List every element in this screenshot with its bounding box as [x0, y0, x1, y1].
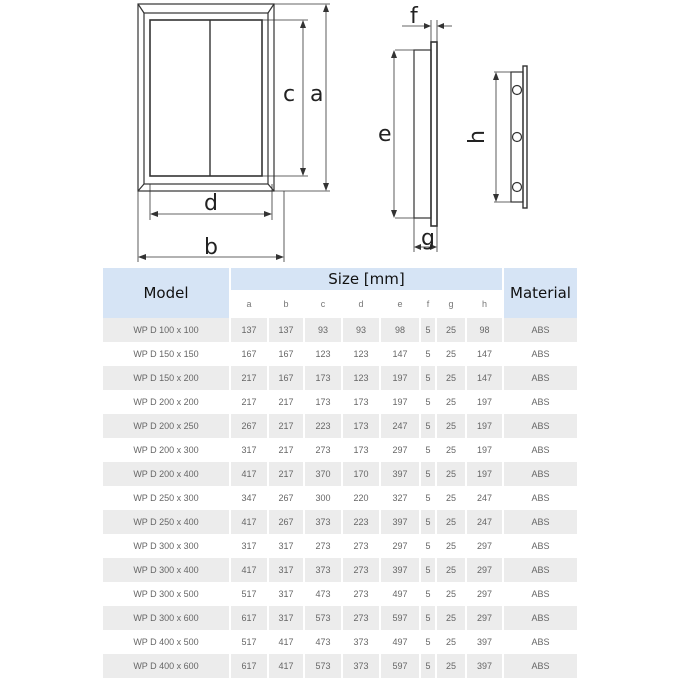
cell-b: 317 — [269, 582, 303, 606]
cell-g: 25 — [437, 606, 465, 630]
cell-material: ABS — [504, 414, 577, 438]
cell-a: 617 — [231, 654, 267, 678]
cell-f: 5 — [421, 462, 435, 486]
cell-g: 25 — [437, 414, 465, 438]
cell-g: 25 — [437, 510, 465, 534]
dim-label-h: h — [464, 130, 490, 144]
cell-c: 173 — [305, 366, 341, 390]
col-header-a: a — [231, 290, 267, 318]
cell-f: 5 — [421, 606, 435, 630]
cell-g: 25 — [437, 318, 465, 342]
cell-a: 137 — [231, 318, 267, 342]
cell-e: 197 — [381, 390, 419, 414]
table-row — [103, 654, 577, 678]
door-outer-frame — [138, 4, 274, 191]
cell-e: 597 — [381, 654, 419, 678]
cell-d: 220 — [343, 486, 379, 510]
table-row — [103, 582, 577, 606]
cell-b: 167 — [269, 366, 303, 390]
cell-e: 147 — [381, 342, 419, 366]
cell-f: 5 — [421, 510, 435, 534]
cell-model: WP D 300 x 400 — [103, 558, 229, 582]
cell-material: ABS — [504, 318, 577, 342]
cell-h: 197 — [467, 390, 502, 414]
side-view-flange — [431, 42, 437, 226]
dim-label-g: g — [421, 226, 435, 251]
cell-b: 137 — [269, 318, 303, 342]
cell-h: 247 — [467, 510, 502, 534]
cell-c: 370 — [305, 462, 341, 486]
cell-d: 273 — [343, 558, 379, 582]
cell-d: 173 — [343, 390, 379, 414]
cell-material: ABS — [504, 486, 577, 510]
cell-f: 5 — [421, 318, 435, 342]
cell-h: 197 — [467, 438, 502, 462]
cell-g: 25 — [437, 654, 465, 678]
cell-g: 25 — [437, 342, 465, 366]
cell-f: 5 — [421, 390, 435, 414]
cell-g: 25 — [437, 582, 465, 606]
cell-f: 5 — [421, 534, 435, 558]
cell-model: WP D 300 x 600 — [103, 606, 229, 630]
col-header-f: f — [421, 290, 435, 318]
cell-f: 5 — [421, 414, 435, 438]
hinge-hole — [513, 133, 522, 142]
table-row — [103, 558, 577, 582]
cell-c: 473 — [305, 630, 341, 654]
cell-material: ABS — [504, 654, 577, 678]
dim-label-c: c — [283, 82, 296, 107]
cell-g: 25 — [437, 486, 465, 510]
cell-h: 147 — [467, 342, 502, 366]
cell-c: 573 — [305, 654, 341, 678]
cell-g: 25 — [437, 558, 465, 582]
cell-material: ABS — [504, 462, 577, 486]
cell-e: 247 — [381, 414, 419, 438]
cell-d: 223 — [343, 510, 379, 534]
cell-model: WP D 150 x 200 — [103, 366, 229, 390]
cell-g: 25 — [437, 366, 465, 390]
dim-label-d: d — [204, 191, 218, 216]
cell-c: 473 — [305, 582, 341, 606]
cell-a: 347 — [231, 486, 267, 510]
cell-g: 25 — [437, 462, 465, 486]
cell-e: 397 — [381, 558, 419, 582]
cell-c: 300 — [305, 486, 341, 510]
cell-g: 25 — [437, 438, 465, 462]
cell-e: 597 — [381, 606, 419, 630]
cell-a: 517 — [231, 630, 267, 654]
cell-b: 267 — [269, 486, 303, 510]
cell-b: 217 — [269, 390, 303, 414]
cell-h: 297 — [467, 558, 502, 582]
cell-h: 397 — [467, 654, 502, 678]
cell-model: WP D 100 x 100 — [103, 318, 229, 342]
cell-d: 123 — [343, 366, 379, 390]
col-header-e: e — [381, 290, 419, 318]
cell-material: ABS — [504, 630, 577, 654]
table-row — [103, 342, 577, 366]
cell-model: WP D 200 x 300 — [103, 438, 229, 462]
cell-e: 397 — [381, 510, 419, 534]
cell-b: 317 — [269, 606, 303, 630]
cell-f: 5 — [421, 630, 435, 654]
cell-c: 373 — [305, 510, 341, 534]
cell-h: 397 — [467, 630, 502, 654]
table-row — [103, 318, 577, 342]
cell-c: 273 — [305, 438, 341, 462]
cell-b: 317 — [269, 534, 303, 558]
cell-b: 217 — [269, 462, 303, 486]
table-row — [103, 630, 577, 654]
cell-h: 297 — [467, 582, 502, 606]
cell-material: ABS — [504, 366, 577, 390]
dim-label-f: f — [410, 4, 418, 29]
spec-table — [101, 268, 579, 678]
cell-d: 93 — [343, 318, 379, 342]
cell-a: 317 — [231, 534, 267, 558]
cell-e: 327 — [381, 486, 419, 510]
spec-table-body — [103, 318, 577, 678]
cell-d: 373 — [343, 654, 379, 678]
cell-d: 170 — [343, 462, 379, 486]
cell-model: WP D 250 x 400 — [103, 510, 229, 534]
cell-c: 93 — [305, 318, 341, 342]
cell-e: 297 — [381, 534, 419, 558]
cell-d: 173 — [343, 438, 379, 462]
cell-model: WP D 400 x 500 — [103, 630, 229, 654]
cell-c: 373 — [305, 558, 341, 582]
cell-h: 297 — [467, 606, 502, 630]
table-row — [103, 438, 577, 462]
cell-a: 617 — [231, 606, 267, 630]
cell-e: 497 — [381, 630, 419, 654]
cell-a: 417 — [231, 510, 267, 534]
technical-drawing — [0, 0, 680, 265]
cell-a: 417 — [231, 462, 267, 486]
model-header: Model — [103, 268, 229, 318]
cell-a: 217 — [231, 390, 267, 414]
hinge-hole — [513, 86, 522, 95]
table-row — [103, 414, 577, 438]
table-row — [103, 606, 577, 630]
cell-model: WP D 300 x 500 — [103, 582, 229, 606]
cell-c: 223 — [305, 414, 341, 438]
cell-a: 317 — [231, 438, 267, 462]
size-header: Size [mm] — [231, 268, 502, 290]
cell-h: 297 — [467, 534, 502, 558]
cell-g: 25 — [437, 534, 465, 558]
cell-material: ABS — [504, 510, 577, 534]
table-row — [103, 510, 577, 534]
cell-h: 147 — [467, 366, 502, 390]
dim-label-b: b — [204, 235, 218, 260]
cell-model: WP D 200 x 250 — [103, 414, 229, 438]
cell-b: 217 — [269, 438, 303, 462]
cell-d: 273 — [343, 534, 379, 558]
cell-d: 273 — [343, 606, 379, 630]
cell-a: 417 — [231, 558, 267, 582]
cell-model: WP D 300 x 300 — [103, 534, 229, 558]
cell-c: 573 — [305, 606, 341, 630]
cell-material: ABS — [504, 342, 577, 366]
cell-f: 5 — [421, 558, 435, 582]
cell-f: 5 — [421, 342, 435, 366]
cell-b: 167 — [269, 342, 303, 366]
cell-a: 267 — [231, 414, 267, 438]
cell-material: ABS — [504, 390, 577, 414]
col-header-d: d — [343, 290, 379, 318]
cell-b: 217 — [269, 414, 303, 438]
col-header-c: c — [305, 290, 341, 318]
cell-b: 417 — [269, 630, 303, 654]
cell-a: 517 — [231, 582, 267, 606]
cell-e: 297 — [381, 438, 419, 462]
col-header-g: g — [437, 290, 465, 318]
cell-f: 5 — [421, 366, 435, 390]
cell-d: 123 — [343, 342, 379, 366]
cell-model: WP D 200 x 400 — [103, 462, 229, 486]
cell-h: 197 — [467, 414, 502, 438]
cell-c: 173 — [305, 390, 341, 414]
material-header: Material — [504, 268, 577, 318]
cell-d: 173 — [343, 414, 379, 438]
cell-material: ABS — [504, 606, 577, 630]
hinge-hole — [513, 183, 522, 192]
cell-e: 98 — [381, 318, 419, 342]
dim-label-a: a — [310, 82, 324, 107]
cell-a: 167 — [231, 342, 267, 366]
cell-material: ABS — [504, 582, 577, 606]
cell-h: 98 — [467, 318, 502, 342]
cell-model: WP D 200 x 200 — [103, 390, 229, 414]
table-row — [103, 366, 577, 390]
cell-e: 497 — [381, 582, 419, 606]
cell-f: 5 — [421, 654, 435, 678]
cell-c: 123 — [305, 342, 341, 366]
cell-f: 5 — [421, 582, 435, 606]
dim-label-e: e — [378, 122, 392, 147]
cell-d: 373 — [343, 630, 379, 654]
cell-b: 267 — [269, 510, 303, 534]
cell-material: ABS — [504, 534, 577, 558]
cell-material: ABS — [504, 558, 577, 582]
cell-b: 317 — [269, 558, 303, 582]
col-header-h: h — [467, 290, 502, 318]
drawing-lines — [0, 0, 680, 265]
side-view-body — [414, 50, 431, 218]
door-inner-panel — [150, 20, 262, 176]
cell-model: WP D 250 x 300 — [103, 486, 229, 510]
table-row — [103, 486, 577, 510]
cell-f: 5 — [421, 486, 435, 510]
cell-model: WP D 400 x 600 — [103, 654, 229, 678]
cell-e: 197 — [381, 366, 419, 390]
cell-d: 273 — [343, 582, 379, 606]
cell-h: 197 — [467, 462, 502, 486]
cell-material: ABS — [504, 438, 577, 462]
table-row — [103, 534, 577, 558]
cell-e: 397 — [381, 462, 419, 486]
cell-b: 417 — [269, 654, 303, 678]
table-row — [103, 390, 577, 414]
cell-c: 273 — [305, 534, 341, 558]
cell-f: 5 — [421, 438, 435, 462]
cell-g: 25 — [437, 390, 465, 414]
cell-a: 217 — [231, 366, 267, 390]
cell-model: WP D 150 x 150 — [103, 342, 229, 366]
cell-g: 25 — [437, 630, 465, 654]
col-header-b: b — [269, 290, 303, 318]
cell-h: 247 — [467, 486, 502, 510]
table-row — [103, 462, 577, 486]
